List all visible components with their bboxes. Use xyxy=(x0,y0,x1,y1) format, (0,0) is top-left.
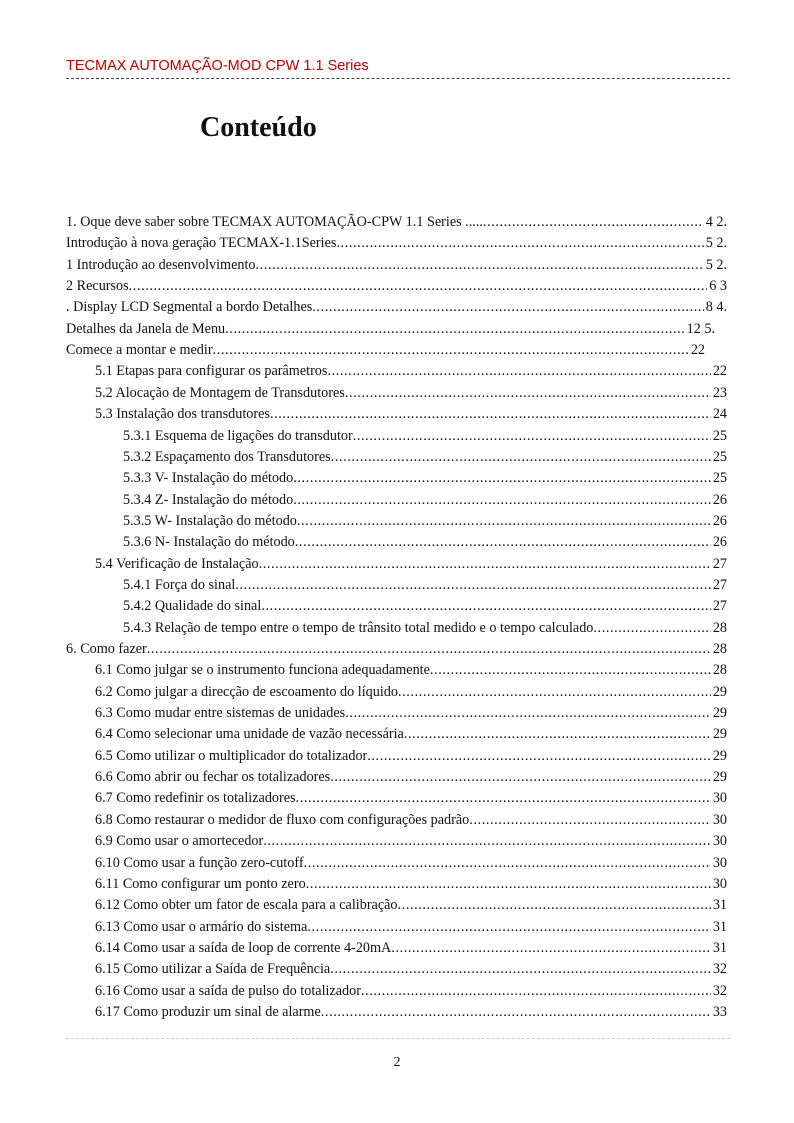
toc-entry-title: 5.3.1 Esquema de ligações do transdutor xyxy=(123,427,353,444)
toc-dot-leader xyxy=(147,639,711,659)
toc-entry-page: 4 2. xyxy=(705,214,727,230)
toc-entry[interactable] xyxy=(95,810,727,830)
toc-entry-page: 31 xyxy=(712,918,727,935)
toc-entry-title: Comece a montar e medir xyxy=(66,342,213,359)
toc-entry-page: 5 2. xyxy=(705,235,727,252)
toc-entry[interactable] xyxy=(123,532,727,552)
toc-dot-leader xyxy=(307,917,710,937)
toc-dot-leader xyxy=(398,682,711,702)
toc-entry[interactable] xyxy=(95,1002,727,1022)
toc-entry[interactable] xyxy=(66,255,727,275)
toc-entry[interactable] xyxy=(95,703,727,723)
toc-dot-leader xyxy=(312,297,703,317)
toc-entry-title: 6.7 Como redefinir os totalizadores xyxy=(95,790,296,807)
toc-entry-page: 31 xyxy=(712,897,727,914)
toc-entry-title: 5.3.3 V- Instalação do método xyxy=(123,470,294,487)
toc-entry-title: 6.1 Como julgar se o instrumento funciona adequadamente xyxy=(95,662,430,679)
toc-entry-title: 6.6 Como abrir ou fechar os totalizadores xyxy=(95,769,331,786)
toc-entry-title: 5.4.2 Qualidade do sinal xyxy=(123,598,262,615)
toc-dot-leader xyxy=(398,895,711,915)
toc-entry-title: 6.4 Como selecionar uma unidade de vazão necessária xyxy=(95,726,404,743)
toc-entry-title: 6.13 Como usar o armário do sistema xyxy=(95,918,308,935)
toc-entry-page: 29 xyxy=(712,747,727,764)
toc-entry-page: 25 xyxy=(712,448,727,465)
toc-entry[interactable] xyxy=(66,297,727,317)
toc-dot-leader xyxy=(483,212,704,232)
toc-entry-page: 26 xyxy=(712,534,727,551)
toc-entry-page: 22 xyxy=(690,342,705,359)
toc-entry-page: 12 5. xyxy=(686,320,715,337)
toc-entry[interactable] xyxy=(66,212,727,232)
toc-dot-leader xyxy=(353,426,711,446)
page-header xyxy=(66,56,730,79)
toc-dot-leader xyxy=(296,788,711,808)
toc-dot-leader xyxy=(361,981,711,1001)
page-title: Conteúdo xyxy=(200,112,317,143)
toc-entry-title: . Display LCD Segmental a bordo Detalhes xyxy=(66,299,313,316)
toc-entry-title: 5.4 Verificação de Instalação xyxy=(95,555,259,572)
toc-entry[interactable] xyxy=(123,468,727,488)
toc-entry[interactable] xyxy=(66,276,727,296)
toc-dot-leader xyxy=(306,874,711,894)
toc-entry-title: 1. Oque deve saber sobre TECMAX AUTOMAÇÃO-CPW 1.1 Series ..... xyxy=(66,214,483,230)
toc-entry[interactable] xyxy=(95,383,727,403)
toc-entry[interactable] xyxy=(123,447,727,467)
toc-entry-page: 30 xyxy=(712,833,727,850)
toc-entry[interactable] xyxy=(95,788,727,808)
toc-entry-title: 5.2 Alocação de Montagem de Transdutores xyxy=(95,384,345,401)
toc-dot-leader xyxy=(270,404,711,424)
toc-entry-page: 27 xyxy=(712,576,727,593)
toc-entry[interactable] xyxy=(95,853,727,873)
toc-entry-page: 31 xyxy=(712,939,727,956)
toc-entry-page: 29 xyxy=(712,683,727,700)
header-title: TECMAX AUTOMAÇÃO-MOD CPW 1.1 Series xyxy=(66,58,369,74)
toc-entry-title: 6.9 Como usar o amortecedor xyxy=(95,833,264,850)
toc-entry[interactable] xyxy=(66,340,705,360)
toc-entry-title: Detalhes da Janela de Menu xyxy=(66,320,226,337)
toc-entry-title: 6.11 Como configurar um ponto zero xyxy=(95,875,306,892)
page-number: 2 xyxy=(393,1055,401,1070)
toc-entry-title: 5.3.2 Espaçamento dos Transdutores xyxy=(123,448,331,465)
toc-entry[interactable] xyxy=(66,319,715,339)
toc-entry[interactable] xyxy=(95,938,727,958)
toc-dot-leader xyxy=(259,554,711,574)
toc-entry[interactable] xyxy=(95,874,727,894)
toc-entry[interactable] xyxy=(95,404,727,424)
toc-entry-title: 6.2 Como julgar a direcção de escoamento do líquido xyxy=(95,683,398,700)
toc-entry[interactable] xyxy=(66,233,727,253)
toc-dot-leader xyxy=(225,319,684,339)
toc-entry[interactable] xyxy=(123,618,727,638)
toc-entry-title: 6.17 Como produzir um sinal de alarme xyxy=(95,1003,321,1020)
toc-entry[interactable] xyxy=(66,639,727,659)
toc-entry[interactable] xyxy=(95,981,727,1001)
toc-entry-title: 2 Recursos xyxy=(66,278,129,295)
toc-entry[interactable] xyxy=(123,596,727,616)
toc-dot-leader xyxy=(330,767,711,787)
toc-dot-leader xyxy=(256,255,704,275)
toc-entry[interactable] xyxy=(95,917,727,937)
toc-entry-page: 30 xyxy=(712,790,727,807)
toc-entry-page: 28 xyxy=(712,662,727,679)
toc-dot-leader xyxy=(293,490,711,510)
toc-dot-leader xyxy=(321,1002,711,1022)
toc-dot-leader xyxy=(330,959,711,979)
toc-dot-leader xyxy=(593,618,710,638)
toc-entry-page: 25 xyxy=(712,470,727,487)
toc-entry-page: 30 xyxy=(712,811,727,828)
toc-dot-leader xyxy=(129,276,708,296)
toc-dot-leader xyxy=(391,938,711,958)
toc-dot-leader xyxy=(235,575,711,595)
toc-entry-page: 28 xyxy=(712,619,727,636)
toc-entry-title: 6. Como fazer xyxy=(66,641,147,657)
toc-entry[interactable] xyxy=(95,682,727,702)
toc-entry-title: 6.10 Como usar a função zero-cutoff xyxy=(95,854,304,871)
toc-entry[interactable] xyxy=(95,746,727,766)
toc-entry-page: 29 xyxy=(712,726,727,743)
toc-entry[interactable] xyxy=(95,959,727,979)
toc-entry-page: 5 2. xyxy=(705,256,727,273)
toc-entry[interactable] xyxy=(95,660,727,680)
toc-entry[interactable] xyxy=(123,490,727,510)
toc-dot-leader xyxy=(367,746,711,766)
toc-entry-title: 6.15 Como utilizar a Saída de Frequência xyxy=(95,961,331,978)
toc-dot-leader xyxy=(304,853,711,873)
toc-entry-page: 30 xyxy=(712,875,727,892)
toc-entry-page: 23 xyxy=(712,384,727,401)
toc-dot-leader xyxy=(404,724,711,744)
toc-dot-leader xyxy=(430,660,711,680)
toc-entry-page: 27 xyxy=(712,555,727,572)
toc-entry-title: 5.4.1 Força do sinal xyxy=(123,576,236,593)
toc-entry-page: 29 xyxy=(712,769,727,786)
toc-entry-page: 29 xyxy=(712,705,727,722)
toc-entry-page: 24 xyxy=(712,406,727,423)
toc-entry-title: 6.14 Como usar a saída de loop de corrente 4-20mA xyxy=(95,939,392,956)
toc-entry[interactable] xyxy=(123,575,727,595)
toc-dot-leader xyxy=(261,596,711,616)
toc-entry-title: 6.16 Como usar a saída de pulso do totalizador xyxy=(95,982,361,999)
toc-entry-page: 8 4. xyxy=(705,299,727,316)
toc-entry-title: Introdução à nova geração TECMAX-1.1Series xyxy=(66,235,337,252)
toc-entry-page: 22 xyxy=(712,363,727,380)
toc-entry-title: 5.1 Etapas para configurar os parâmetros xyxy=(95,363,328,380)
toc-entry-title: 5.3.5 W- Instalação do método xyxy=(123,512,297,529)
footer-divider xyxy=(66,1038,730,1039)
toc-dot-leader xyxy=(297,511,711,531)
toc-entry-title: 5.3 Instalação dos transdutores xyxy=(95,406,270,423)
toc-entry-title: 5.3.4 Z- Instalação do método xyxy=(123,491,294,508)
toc-dot-leader xyxy=(327,361,710,381)
toc-entry[interactable] xyxy=(95,767,727,787)
toc-dot-leader xyxy=(331,447,711,467)
toc-entry-title: 6.8 Como restaurar o medidor de fluxo com configurações padrão xyxy=(95,811,470,828)
toc-dot-leader xyxy=(336,233,703,253)
toc-entry[interactable] xyxy=(95,554,727,574)
toc-entry[interactable] xyxy=(123,426,727,446)
toc-dot-leader xyxy=(293,468,711,488)
toc-dot-leader xyxy=(263,831,711,851)
toc-entry[interactable] xyxy=(95,895,727,915)
toc-entry-page: 30 xyxy=(712,854,727,871)
toc-entry-title: 6.3 Como mudar entre sistemas de unidades xyxy=(95,705,346,722)
toc-entry[interactable] xyxy=(95,361,727,381)
toc-dot-leader xyxy=(345,703,711,723)
toc-entry-page: 25 xyxy=(712,427,727,444)
toc-entry-page: 32 xyxy=(712,982,727,999)
toc-entry-page: 6 3 xyxy=(709,278,727,295)
toc-entry-page: 27 xyxy=(712,598,727,615)
toc-entry[interactable] xyxy=(95,724,727,744)
toc-entry[interactable] xyxy=(95,831,727,851)
toc-entry-page: 32 xyxy=(712,961,727,978)
toc-dot-leader xyxy=(345,383,711,403)
toc-dot-leader xyxy=(213,340,689,360)
toc-entry-page: 26 xyxy=(712,491,727,508)
toc-entry-page: 33 xyxy=(712,1003,727,1020)
toc-entry-title: 5.4.3 Relação de tempo entre o tempo de trânsito total medido e o tempo calculado xyxy=(123,619,594,636)
toc-entry-title: 6.12 Como obter um fator de escala para a calibração xyxy=(95,897,398,914)
toc-dot-leader xyxy=(295,532,711,552)
toc-entry-page: 26 xyxy=(712,512,727,529)
toc-dot-leader xyxy=(469,810,711,830)
toc-entry-title: 6.5 Como utilizar o multiplicador do totalizador xyxy=(95,747,368,764)
toc-entry-title: 5.3.6 N- Instalação do método xyxy=(123,534,295,551)
toc-entry[interactable] xyxy=(123,511,727,531)
toc-entry-page: 28 xyxy=(712,641,727,657)
toc-entry-title: 1 Introdução ao desenvolvimento xyxy=(66,256,256,273)
